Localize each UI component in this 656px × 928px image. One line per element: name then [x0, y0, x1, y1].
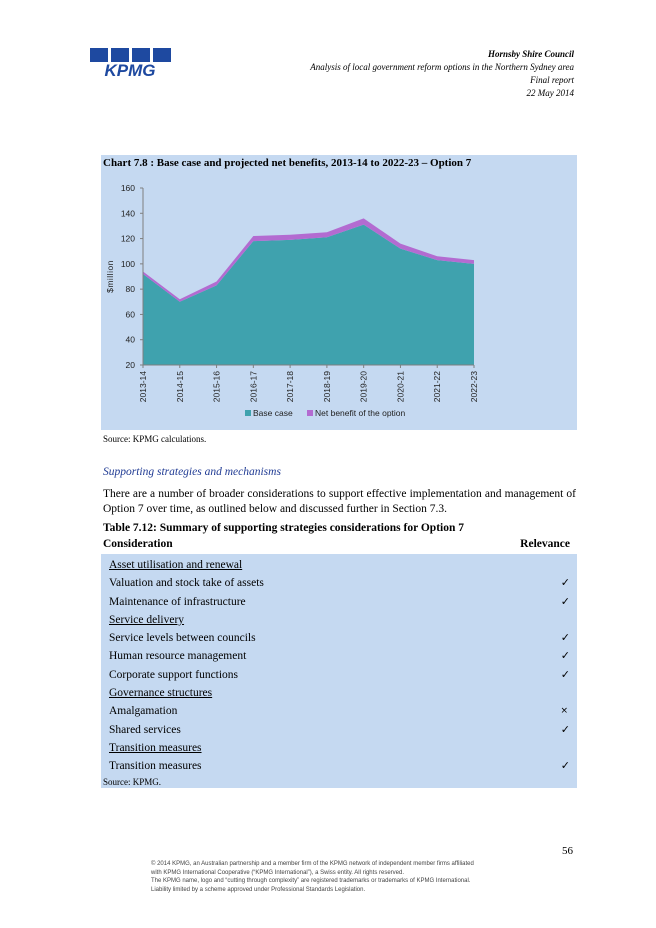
x-tick-label: 2015-16	[211, 371, 222, 403]
x-tick-label: 2022-23	[469, 371, 479, 403]
x-tick-label: 2018-19	[321, 371, 332, 403]
chart-title: Chart 7.8 : Base case and projected net benefits, 2013-14 to 2022-23 – Option 7	[103, 157, 472, 169]
footer-line: The KPMG name, logo and “cutting through complexity” are registered trademarks or trademarks of KPMG International.	[151, 878, 471, 885]
y-tick-label: 120	[120, 233, 135, 244]
footer	[151, 860, 551, 894]
section-heading: Supporting strategies and mechanisms	[103, 466, 281, 478]
x-tick-label: 2013-14	[138, 371, 148, 403]
y-tick-label: 20	[125, 360, 135, 370]
footer-line: with KPMG International Cooperative (“KPMG International”), a Swiss entity. All rights reserved.	[151, 869, 404, 876]
table-row	[107, 556, 577, 574]
page-header	[310, 48, 574, 100]
consideration-label: Human resource management	[109, 650, 247, 663]
y-tick-label: 80	[125, 284, 135, 295]
table-source: Source: KPMG.	[101, 776, 577, 788]
table-row	[107, 684, 577, 702]
category-label: Transition measures	[109, 741, 202, 754]
x-tick-label: 2017-18	[285, 371, 296, 403]
table-row	[107, 757, 577, 775]
header-subtitle: Analysis of local government reform options in the Northern Sydney area	[310, 62, 574, 72]
y-tick-label: 60	[125, 309, 135, 320]
x-tick-label: 2020-21	[395, 371, 406, 403]
header-org: Hornsby Shire Council	[487, 49, 574, 59]
y-tick-label: 140	[120, 208, 135, 219]
consideration-label: Maintenance of infrastructure	[109, 595, 246, 608]
page-number: 56	[562, 845, 573, 857]
category-label: Governance structures	[109, 687, 213, 700]
header-report: Final report	[530, 75, 574, 85]
chart-source: Source: KPMG calculations.	[103, 434, 207, 444]
consideration-label: Corporate support functions	[109, 668, 239, 681]
x-tick-label: 2021-22	[432, 371, 443, 403]
check-icon: ✓	[560, 722, 570, 736]
legend-label-net-benefit: Net benefit of the option	[315, 408, 406, 418]
y-tick-label: 40	[125, 334, 135, 345]
cross-icon: ×	[560, 706, 568, 717]
consideration-label: Shared services	[109, 723, 181, 736]
kpmg-logo	[88, 48, 172, 78]
footer-line: Liability limited by a scheme approved under Professional Standards Legislation.	[151, 886, 366, 893]
x-tick-label: 2014-15	[174, 371, 185, 403]
y-axis-label: $million	[105, 260, 115, 293]
table-row	[107, 611, 577, 629]
consideration-label: Valuation and stock take of assets	[109, 577, 264, 590]
table-row	[107, 593, 577, 611]
consideration-label: Service levels between councils	[109, 632, 256, 645]
chart-container	[101, 155, 577, 430]
table-row	[107, 574, 577, 592]
header-date: 22 May 2014	[526, 88, 574, 98]
table-body	[101, 554, 577, 788]
consideration-label: Transition measures	[109, 760, 202, 773]
header-consideration: Consideration	[103, 538, 173, 550]
footer-line: © 2014 KPMG, an Australian partnership and a member firm of the KPMG network of independent member firms affiliated	[151, 861, 474, 867]
legend-swatch-base-case	[245, 410, 251, 416]
check-icon: ✓	[560, 759, 570, 773]
check-icon: ✓	[560, 594, 570, 608]
x-tick-label: 2016-17	[248, 371, 259, 403]
table-row	[107, 702, 577, 720]
logo-text: KPMG	[104, 61, 156, 78]
legend-swatch-net-benefit	[307, 410, 313, 416]
table-row	[107, 666, 577, 684]
table-row	[107, 739, 577, 757]
table-row	[107, 647, 577, 665]
table-row	[107, 721, 577, 739]
table-row	[107, 629, 577, 647]
table-header-row	[101, 537, 577, 554]
table-title: Table 7.12: Summary of supporting strategies considerations for Option 7	[103, 522, 464, 534]
y-tick-label: 100	[120, 258, 135, 269]
check-icon: ✓	[560, 667, 570, 681]
legend-label-base-case: Base case	[253, 408, 293, 418]
section-paragraph: There are a number of broader considerations to support effective implementation and management of Option 7 over time, as outlined below and discussed further in Section 7.3.	[103, 488, 576, 515]
considerations-table	[101, 537, 577, 788]
header-relevance: Relevance	[520, 538, 570, 550]
x-tick-label: 2019-20	[358, 371, 369, 403]
check-icon: ✓	[560, 576, 570, 590]
consideration-label: Amalgamation	[109, 705, 178, 718]
area-chart	[101, 173, 577, 430]
category-label: Asset utilisation and renewal	[109, 559, 243, 571]
check-icon: ✓	[560, 631, 570, 645]
check-icon: ✓	[560, 649, 570, 663]
y-tick-label: 160	[120, 183, 135, 193]
category-label: Service delivery	[109, 613, 185, 626]
